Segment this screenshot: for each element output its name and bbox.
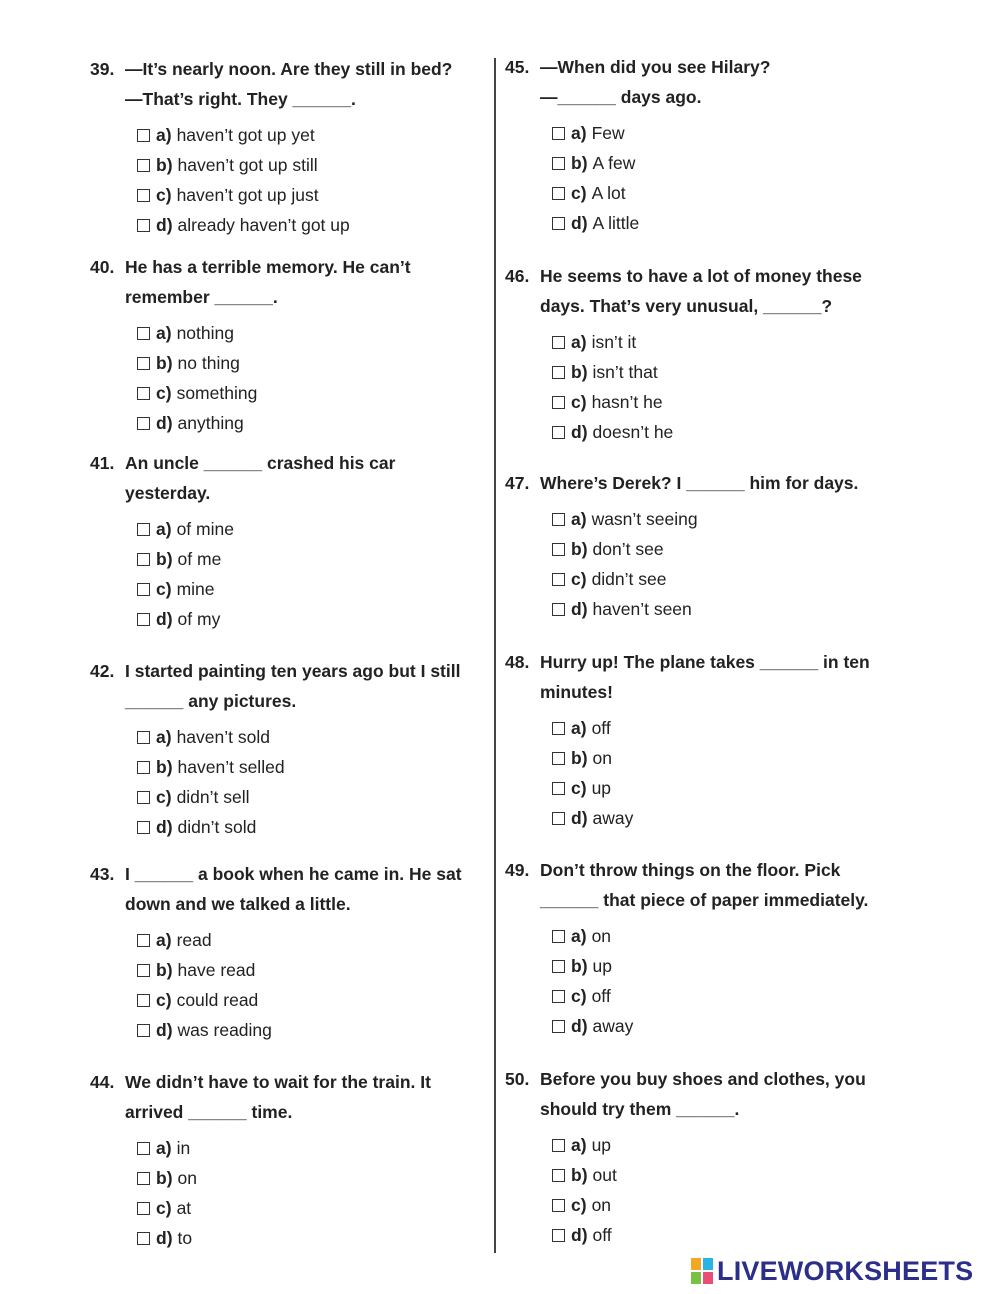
option-text: hasn’t he: [591, 392, 663, 412]
checkbox-icon[interactable]: [552, 752, 565, 765]
option-letter: c): [156, 185, 172, 205]
checkbox-icon[interactable]: [137, 219, 150, 232]
checkbox-icon[interactable]: [137, 821, 150, 834]
option-a[interactable]: [137, 514, 490, 544]
option-c[interactable]: [552, 178, 905, 208]
option-letter: d): [156, 215, 173, 235]
option-letter: a): [571, 332, 587, 352]
checkbox-icon[interactable]: [137, 327, 150, 340]
option-a[interactable]: [137, 925, 490, 955]
question-stem: [505, 468, 905, 498]
option-c[interactable]: [137, 782, 490, 812]
question-number: 48.: [505, 652, 530, 672]
option-text: out: [592, 1165, 617, 1185]
checkbox-icon[interactable]: [552, 336, 565, 349]
question-text-line: —When did you see Hilary?: [540, 57, 771, 77]
liveworksheets-logo: [691, 1255, 973, 1287]
checkbox-icon[interactable]: [552, 1020, 565, 1033]
option-text: mine: [176, 579, 215, 599]
question-text-line: should try them ______.: [540, 1099, 740, 1119]
option-letter: a): [571, 1135, 587, 1155]
question-number: 50.: [505, 1069, 530, 1089]
option-text: no thing: [177, 353, 240, 373]
option-letter: b): [156, 549, 173, 569]
question-39: [90, 54, 490, 240]
checkbox-icon[interactable]: [137, 613, 150, 626]
options-list: [552, 921, 905, 1041]
question-49: [505, 855, 905, 1041]
checkbox-icon[interactable]: [137, 994, 150, 1007]
checkbox-icon[interactable]: [137, 761, 150, 774]
option-letter: c): [156, 787, 172, 807]
option-b[interactable]: [137, 150, 490, 180]
option-d[interactable]: [552, 594, 905, 624]
checkbox-icon[interactable]: [137, 159, 150, 172]
options-list: [137, 514, 490, 634]
option-text: of mine: [176, 519, 234, 539]
question-text-line: Hurry up! The plane takes ______ in ten: [540, 652, 870, 672]
option-c[interactable]: [552, 387, 905, 417]
option-letter: d): [571, 422, 588, 442]
option-letter: c): [571, 1195, 587, 1215]
option-a[interactable]: [137, 318, 490, 348]
option-text: wasn’t seeing: [591, 509, 698, 529]
checkbox-icon[interactable]: [552, 1139, 565, 1152]
question-text-line: I started painting ten years ago but I still: [125, 661, 461, 681]
checkbox-icon[interactable]: [137, 1142, 150, 1155]
question-stem: [505, 1064, 905, 1124]
option-c[interactable]: [137, 574, 490, 604]
option-c[interactable]: [552, 981, 905, 1011]
option-d[interactable]: [552, 803, 905, 833]
option-d[interactable]: [137, 1015, 490, 1045]
option-text: haven’t got up just: [176, 185, 319, 205]
option-letter: a): [156, 727, 172, 747]
question-text-line: Before you buy shoes and clothes, you: [540, 1069, 866, 1089]
question-text-line: down and we talked a little.: [125, 894, 351, 914]
option-a[interactable]: [137, 722, 490, 752]
question-text-line: ______ any pictures.: [125, 691, 297, 711]
option-d[interactable]: [552, 417, 905, 447]
checkbox-icon[interactable]: [552, 573, 565, 586]
option-letter: c): [156, 579, 172, 599]
checkbox-icon[interactable]: [552, 812, 565, 825]
option-letter: a): [156, 1138, 172, 1158]
checkbox-icon[interactable]: [137, 553, 150, 566]
question-40: [90, 252, 490, 438]
option-letter: a): [571, 123, 587, 143]
option-letter: d): [156, 1020, 173, 1040]
options-list: [552, 118, 905, 238]
option-text: have read: [177, 960, 256, 980]
question-number: 39.: [90, 59, 115, 79]
checkbox-icon[interactable]: [137, 387, 150, 400]
option-c[interactable]: [552, 773, 905, 803]
question-text-line: minutes!: [540, 682, 613, 702]
checkbox-icon[interactable]: [552, 1169, 565, 1182]
option-a[interactable]: [552, 1130, 905, 1160]
question-text-line: I ______ a book when he came in. He sat: [125, 864, 462, 884]
option-a[interactable]: [552, 327, 905, 357]
option-letter: c): [156, 990, 172, 1010]
question-text-line: remember ______.: [125, 287, 278, 307]
option-letter: d): [156, 817, 173, 837]
option-text: at: [176, 1198, 192, 1218]
checkbox-icon[interactable]: [552, 990, 565, 1003]
question-number: 45.: [505, 57, 530, 77]
question-44: [90, 1067, 490, 1253]
question-text-line: An uncle ______ crashed his car: [125, 453, 396, 473]
question-stem: [90, 1067, 490, 1127]
option-text: up: [592, 956, 612, 976]
checkbox-icon[interactable]: [137, 1024, 150, 1037]
option-letter: c): [571, 778, 587, 798]
option-text: haven’t selled: [177, 757, 285, 777]
option-d[interactable]: [552, 1220, 905, 1250]
question-text-line: Don’t throw things on the floor. Pick: [540, 860, 841, 880]
options-list: [137, 925, 490, 1045]
option-letter: c): [571, 392, 587, 412]
option-letter: b): [571, 539, 588, 559]
checkbox-icon[interactable]: [137, 791, 150, 804]
option-text: could read: [176, 990, 259, 1010]
option-text: was reading: [177, 1020, 272, 1040]
checkbox-icon[interactable]: [137, 189, 150, 202]
option-b[interactable]: [137, 752, 490, 782]
option-letter: d): [156, 413, 173, 433]
option-letter: a): [571, 718, 587, 738]
options-list: [552, 713, 905, 833]
question-stem: [90, 448, 490, 508]
checkbox-icon[interactable]: [137, 964, 150, 977]
question-stem: [90, 54, 490, 114]
question-number: 43.: [90, 864, 115, 884]
option-b[interactable]: [552, 148, 905, 178]
option-letter: a): [571, 509, 587, 529]
checkbox-icon[interactable]: [137, 731, 150, 744]
option-a[interactable]: [552, 713, 905, 743]
question-stem: [505, 855, 905, 915]
option-text: anything: [177, 413, 244, 433]
option-letter: d): [571, 1225, 588, 1245]
option-text: on: [592, 748, 612, 768]
option-text: in: [176, 1138, 191, 1158]
checkbox-icon[interactable]: [552, 217, 565, 230]
option-letter: a): [571, 926, 587, 946]
option-d[interactable]: [137, 1223, 490, 1253]
option-text: doesn’t he: [592, 422, 674, 442]
checkbox-icon[interactable]: [552, 396, 565, 409]
checkbox-icon[interactable]: [552, 366, 565, 379]
question-48: [505, 647, 905, 833]
option-letter: c): [156, 383, 172, 403]
option-d[interactable]: [137, 604, 490, 634]
logo-text: LIVEWORKSHEETS: [717, 1255, 974, 1286]
question-text-line: We didn’t have to wait for the train. It: [125, 1072, 431, 1092]
checkbox-icon[interactable]: [552, 930, 565, 943]
option-text: of me: [177, 549, 222, 569]
question-46: [505, 261, 905, 447]
checkbox-icon[interactable]: [552, 960, 565, 973]
option-text: didn’t sell: [176, 787, 250, 807]
option-b[interactable]: [552, 534, 905, 564]
checkbox-icon[interactable]: [552, 543, 565, 556]
option-text: Few: [591, 123, 625, 143]
question-number: 47.: [505, 473, 530, 493]
option-letter: b): [156, 155, 173, 175]
option-text: off: [592, 1225, 612, 1245]
option-letter: b): [156, 757, 173, 777]
option-text: haven’t seen: [592, 599, 692, 619]
checkbox-icon[interactable]: [552, 127, 565, 140]
option-d[interactable]: [552, 208, 905, 238]
checkbox-icon[interactable]: [552, 187, 565, 200]
option-text: to: [177, 1228, 193, 1248]
option-d[interactable]: [552, 1011, 905, 1041]
option-letter: b): [156, 960, 173, 980]
checkbox-icon[interactable]: [552, 603, 565, 616]
option-text: A lot: [591, 183, 626, 203]
option-text: read: [176, 930, 212, 950]
checkbox-icon[interactable]: [137, 934, 150, 947]
column-divider: [494, 58, 496, 1253]
option-b[interactable]: [137, 348, 490, 378]
option-letter: a): [156, 519, 172, 539]
option-letter: b): [571, 153, 588, 173]
option-b[interactable]: [552, 743, 905, 773]
checkbox-icon[interactable]: [552, 722, 565, 735]
options-list: [137, 120, 490, 240]
option-b[interactable]: [552, 357, 905, 387]
option-text: on: [591, 1195, 612, 1215]
option-d[interactable]: [137, 408, 490, 438]
option-letter: d): [571, 599, 588, 619]
question-stem: [90, 656, 490, 716]
question-number: 40.: [90, 257, 115, 277]
question-stem: [505, 261, 905, 321]
options-list: [137, 1133, 490, 1253]
question-text-line: Where’s Derek? I ______ him for days.: [540, 473, 859, 493]
question-number: 49.: [505, 860, 530, 880]
option-c[interactable]: [137, 378, 490, 408]
option-b[interactable]: [552, 1160, 905, 1190]
option-c[interactable]: [137, 985, 490, 1015]
option-letter: b): [571, 956, 588, 976]
option-text: off: [591, 986, 611, 1006]
option-letter: c): [571, 569, 587, 589]
option-b[interactable]: [137, 1163, 490, 1193]
option-letter: b): [571, 748, 588, 768]
option-text: haven’t got up still: [177, 155, 318, 175]
question-stem: [90, 252, 490, 312]
option-letter: b): [156, 1168, 173, 1188]
question-text-line: yesterday.: [125, 483, 211, 503]
option-text: nothing: [176, 323, 234, 343]
checkbox-icon[interactable]: [137, 357, 150, 370]
question-number: 41.: [90, 453, 115, 473]
option-letter: a): [156, 125, 172, 145]
question-47: [505, 468, 905, 624]
option-text: up: [591, 778, 612, 798]
option-letter: a): [156, 930, 172, 950]
option-text: on: [177, 1168, 197, 1188]
option-a[interactable]: [137, 120, 490, 150]
checkbox-icon[interactable]: [137, 583, 150, 596]
option-c[interactable]: [137, 1193, 490, 1223]
option-text: isn’t that: [592, 362, 658, 382]
option-a[interactable]: [552, 504, 905, 534]
checkbox-icon[interactable]: [137, 417, 150, 430]
checkbox-icon[interactable]: [552, 157, 565, 170]
checkbox-icon[interactable]: [137, 523, 150, 536]
checkbox-icon[interactable]: [137, 129, 150, 142]
question-text-line: arrived ______ time.: [125, 1102, 293, 1122]
option-text: didn’t sold: [177, 817, 257, 837]
question-number: 42.: [90, 661, 115, 681]
question-number: 44.: [90, 1072, 115, 1092]
option-text: off: [591, 718, 611, 738]
options-list: [552, 1130, 905, 1250]
option-letter: d): [571, 808, 588, 828]
question-text-line: —That’s right. They ______.: [125, 89, 356, 109]
checkbox-icon[interactable]: [137, 1172, 150, 1185]
option-text: up: [591, 1135, 612, 1155]
option-text: haven’t sold: [176, 727, 270, 747]
option-text: A little: [592, 213, 640, 233]
option-letter: b): [156, 353, 173, 373]
option-a[interactable]: [552, 118, 905, 148]
option-letter: c): [571, 183, 587, 203]
option-text: on: [591, 926, 612, 946]
question-text-line: ______ that piece of paper immediately.: [540, 890, 869, 910]
option-b[interactable]: [137, 955, 490, 985]
question-42: [90, 656, 490, 842]
option-text: already haven’t got up: [177, 215, 350, 235]
option-text: haven’t got up yet: [176, 125, 315, 145]
option-text: A few: [592, 153, 636, 173]
option-text: didn’t see: [591, 569, 667, 589]
option-letter: b): [571, 362, 588, 382]
question-43: [90, 859, 490, 1045]
question-text-line: He seems to have a lot of money these: [540, 266, 862, 286]
option-b[interactable]: [137, 544, 490, 574]
checkbox-icon[interactable]: [552, 782, 565, 795]
option-d[interactable]: [137, 210, 490, 240]
option-text: away: [592, 808, 634, 828]
option-c[interactable]: [552, 1190, 905, 1220]
question-stem: [90, 859, 490, 919]
option-a[interactable]: [137, 1133, 490, 1163]
question-text-line: He has a terrible memory. He can’t: [125, 257, 411, 277]
option-text: of my: [177, 609, 221, 629]
question-text-line: —It’s nearly noon. Are they still in bed?: [125, 59, 453, 79]
question-text-line: days. That’s very unusual, ______?: [540, 296, 833, 316]
checkbox-icon[interactable]: [137, 1202, 150, 1215]
question-text-line: —______ days ago.: [540, 87, 702, 107]
question-stem: [505, 647, 905, 707]
option-letter: d): [571, 213, 588, 233]
option-letter: d): [156, 609, 173, 629]
option-letter: d): [156, 1228, 173, 1248]
checkbox-icon[interactable]: [552, 426, 565, 439]
option-text: something: [176, 383, 258, 403]
option-d[interactable]: [137, 812, 490, 842]
checkbox-icon[interactable]: [137, 1232, 150, 1245]
question-stem: [505, 52, 905, 112]
logo-mark-icon: [691, 1258, 713, 1284]
question-50: [505, 1064, 905, 1250]
options-list: [137, 722, 490, 842]
option-c[interactable]: [137, 180, 490, 210]
option-b[interactable]: [552, 951, 905, 981]
checkbox-icon[interactable]: [552, 1199, 565, 1212]
question-number: 46.: [505, 266, 530, 286]
option-letter: b): [571, 1165, 588, 1185]
option-letter: d): [571, 1016, 588, 1036]
option-text: away: [592, 1016, 634, 1036]
question-41: [90, 448, 490, 634]
option-letter: c): [156, 1198, 172, 1218]
option-letter: a): [156, 323, 172, 343]
option-c[interactable]: [552, 564, 905, 594]
options-list: [552, 504, 905, 624]
options-list: [137, 318, 490, 438]
option-text: don’t see: [592, 539, 664, 559]
option-a[interactable]: [552, 921, 905, 951]
options-list: [552, 327, 905, 447]
checkbox-icon[interactable]: [552, 513, 565, 526]
option-letter: c): [571, 986, 587, 1006]
question-45: [505, 52, 905, 238]
checkbox-icon[interactable]: [552, 1229, 565, 1242]
option-text: isn’t it: [591, 332, 637, 352]
